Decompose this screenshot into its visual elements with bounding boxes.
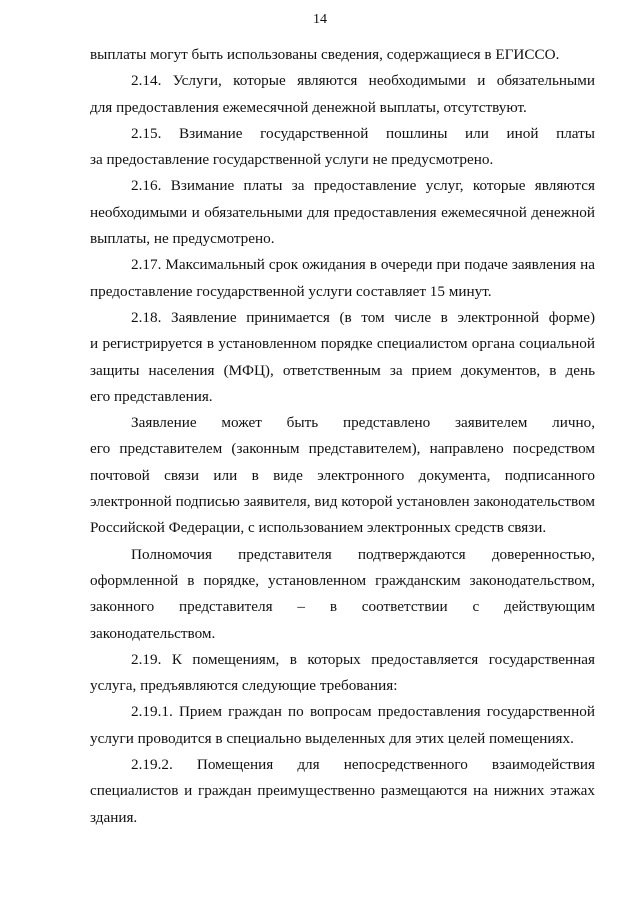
text-line: 2.19. К помещениям, в которых предоставляется государственная: [131, 650, 595, 668]
text-line: электронной подписью заявителя, вид которой установлен законодательством: [90, 493, 595, 511]
text-line: 2.19.1. Прием граждан по вопросам предоставления государственной: [131, 703, 595, 721]
page-number: 14: [313, 12, 327, 27]
text-line: законного представителя – в соответствии с действующим: [90, 598, 595, 616]
text-line: его представителем (законным представителем), направлено посредством: [90, 440, 595, 458]
text-line: и регистрируется в установленном порядке специалистом органа социальной: [90, 335, 595, 353]
text-line: 2.18. Заявление принимается (в том числе в электронной форме): [131, 308, 595, 326]
text-line: Российской Федерации, с использованием электронных средств связи.: [90, 519, 547, 537]
text-line: 2.17. Максимальный срок ожидания в очереди при подаче заявления на: [131, 256, 595, 274]
text-line: почтовой связи или в виде электронного документа, подписанного: [90, 466, 595, 484]
text-line: для предоставления ежемесячной денежной выплаты, отсутствуют.: [90, 98, 527, 116]
text-line: Полномочия представителя подтверждаются доверенностью,: [131, 545, 595, 563]
text-line: услуги проводится в специально выделенных для этих целей помещениях.: [90, 729, 574, 747]
text-line: за предоставление государственной услуги не предусмотрено.: [90, 151, 494, 169]
text-line: услуга, предъявляются следующие требования:: [90, 677, 398, 695]
text-line: предоставление государственной услуги составляет 15 минут.: [90, 282, 492, 300]
text-line: здания.: [90, 808, 138, 826]
text-line: выплаты, не предусмотрено.: [90, 230, 275, 248]
text-line: 2.14. Услуги, которые являются необходимыми и обязательными: [131, 72, 595, 90]
text-line: необходимыми и обязательными для предоставления ежемесячной денежной: [90, 203, 595, 221]
text-line: 2.16. Взимание платы за предоставление услуг, которые являются: [131, 177, 595, 195]
text-line: выплаты могут быть использованы сведения, содержащиеся в ЕГИССО.: [90, 46, 560, 63]
text-line: его представления.: [90, 387, 213, 405]
text-line: 2.15. Взимание государственной пошлины или иной платы: [131, 124, 595, 142]
text-line: 2.19.2. Помещения для непосредственного взаимодействия: [131, 756, 595, 774]
text-line: защиты населения (МФЦ), ответственным за прием документов, в день: [90, 361, 595, 379]
document-body: [90, 42, 595, 831]
text-line: оформленной в порядке, установленном гражданским законодательством,: [90, 571, 595, 589]
text-line: специалистов и граждан преимущественно размещаются на нижних этажах: [90, 782, 595, 800]
text-line: законодательством.: [90, 624, 216, 642]
text-line: Заявление может быть представлено заявителем лично,: [131, 414, 595, 432]
